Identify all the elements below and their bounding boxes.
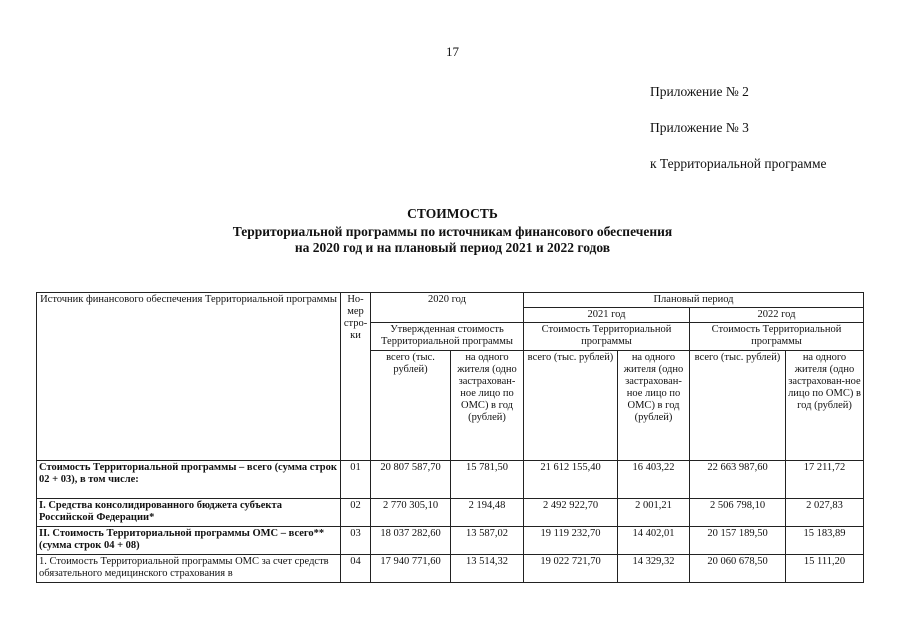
cell-2022-per-capita: 17 211,72 <box>786 461 864 499</box>
cell-2022-total: 22 663 987,60 <box>690 461 786 499</box>
title-heading: СТОИМОСТЬ <box>407 206 498 221</box>
row-label: 1. Стоимость Территориальной программы ОМС за счет средств обязательного медицинского страхования в <box>37 555 341 583</box>
row-line-number: 04 <box>341 555 371 583</box>
appendix-program-ref: к Территориальной программе <box>650 156 827 171</box>
header-total-2020: всего (тыс. рублей) <box>371 351 451 461</box>
financing-table <box>36 292 864 583</box>
header-year-2020: 2020 год <box>371 293 524 323</box>
cell-2020-per-capita: 15 781,50 <box>451 461 524 499</box>
cell-2022-total: 20 157 189,50 <box>690 527 786 555</box>
document-title <box>0 206 905 256</box>
cell-2021-total: 21 612 155,40 <box>524 461 618 499</box>
cell-2020-total: 20 807 587,70 <box>371 461 451 499</box>
cell-2020-per-capita: 13 587,02 <box>451 527 524 555</box>
row-line-number: 03 <box>341 527 371 555</box>
table-row <box>37 527 864 555</box>
cell-2020-per-capita: 2 194,48 <box>451 499 524 527</box>
header-cost-2022: Стоимость Территориальной программы <box>690 323 864 351</box>
appendix-2-label: Приложение № 2 <box>650 84 749 99</box>
row-label: Стоимость Территориальной программы – всего (сумма строк 02 + 03), в том числе: <box>37 461 341 499</box>
header-approved-cost-2020: Утвержденная стоимость Территориальной программы <box>371 323 524 351</box>
row-line-number: 02 <box>341 499 371 527</box>
title-subheading: Территориальной программы по источникам финансового обеспечения <box>232 224 673 239</box>
cell-2021-per-capita: 14 329,32 <box>618 555 690 583</box>
cell-2021-total: 19 119 232,70 <box>524 527 618 555</box>
header-total-2021: всего (тыс. рублей) <box>524 351 618 461</box>
header-cost-2021: Стоимость Территориальной программы <box>524 323 690 351</box>
cell-2022-per-capita: 2 027,83 <box>786 499 864 527</box>
cell-2020-total: 17 940 771,60 <box>371 555 451 583</box>
header-per-capita-2020: на одного жителя (одно застрахован-ное лицо по ОМС) в год (рублей) <box>451 351 524 461</box>
cell-2022-total: 2 506 798,10 <box>690 499 786 527</box>
appendix-3-label: Приложение № 3 <box>650 120 749 135</box>
table-row <box>37 499 864 527</box>
cell-2022-per-capita: 15 183,89 <box>786 527 864 555</box>
cell-2022-per-capita: 15 111,20 <box>786 555 864 583</box>
header-year-2022: 2022 год <box>690 308 864 323</box>
header-source: Источник финансового обеспечения Территориальной программы <box>37 293 341 461</box>
cell-2021-total: 2 492 922,70 <box>524 499 618 527</box>
table-row <box>37 461 864 499</box>
row-label: I. Средства консолидированного бюджета субъекта Российской Федерации* <box>37 499 341 527</box>
header-per-capita-2022: на одного жителя (одно застрахован-ное лицо по ОМС) в год (рублей) <box>786 351 864 461</box>
table-row <box>37 555 864 583</box>
cell-2020-total: 18 037 282,60 <box>371 527 451 555</box>
cell-2021-per-capita: 2 001,21 <box>618 499 690 527</box>
cell-2021-per-capita: 14 402,01 <box>618 527 690 555</box>
page-number: 17 <box>446 44 459 59</box>
header-total-2022: всего (тыс. рублей) <box>690 351 786 461</box>
row-line-number: 01 <box>341 461 371 499</box>
cell-2021-total: 19 022 721,70 <box>524 555 618 583</box>
cell-2020-per-capita: 13 514,32 <box>451 555 524 583</box>
header-year-2021: 2021 год <box>524 308 690 323</box>
cell-2020-total: 2 770 305,10 <box>371 499 451 527</box>
header-per-capita-2021: на одного жителя (одно застрахован-ное лицо по ОМС) в год (рублей) <box>618 351 690 461</box>
header-line-number: Но-мер стро-ки <box>341 293 371 461</box>
cell-2022-total: 20 060 678,50 <box>690 555 786 583</box>
cell-2021-per-capita: 16 403,22 <box>618 461 690 499</box>
title-period: на 2020 год и на плановый период 2021 и 2022 годов <box>294 240 611 255</box>
header-planned-period: Плановый период <box>524 293 864 308</box>
row-label: II. Стоимость Территориальной программы ОМС – всего** (сумма строк 04 + 08) <box>37 527 341 555</box>
